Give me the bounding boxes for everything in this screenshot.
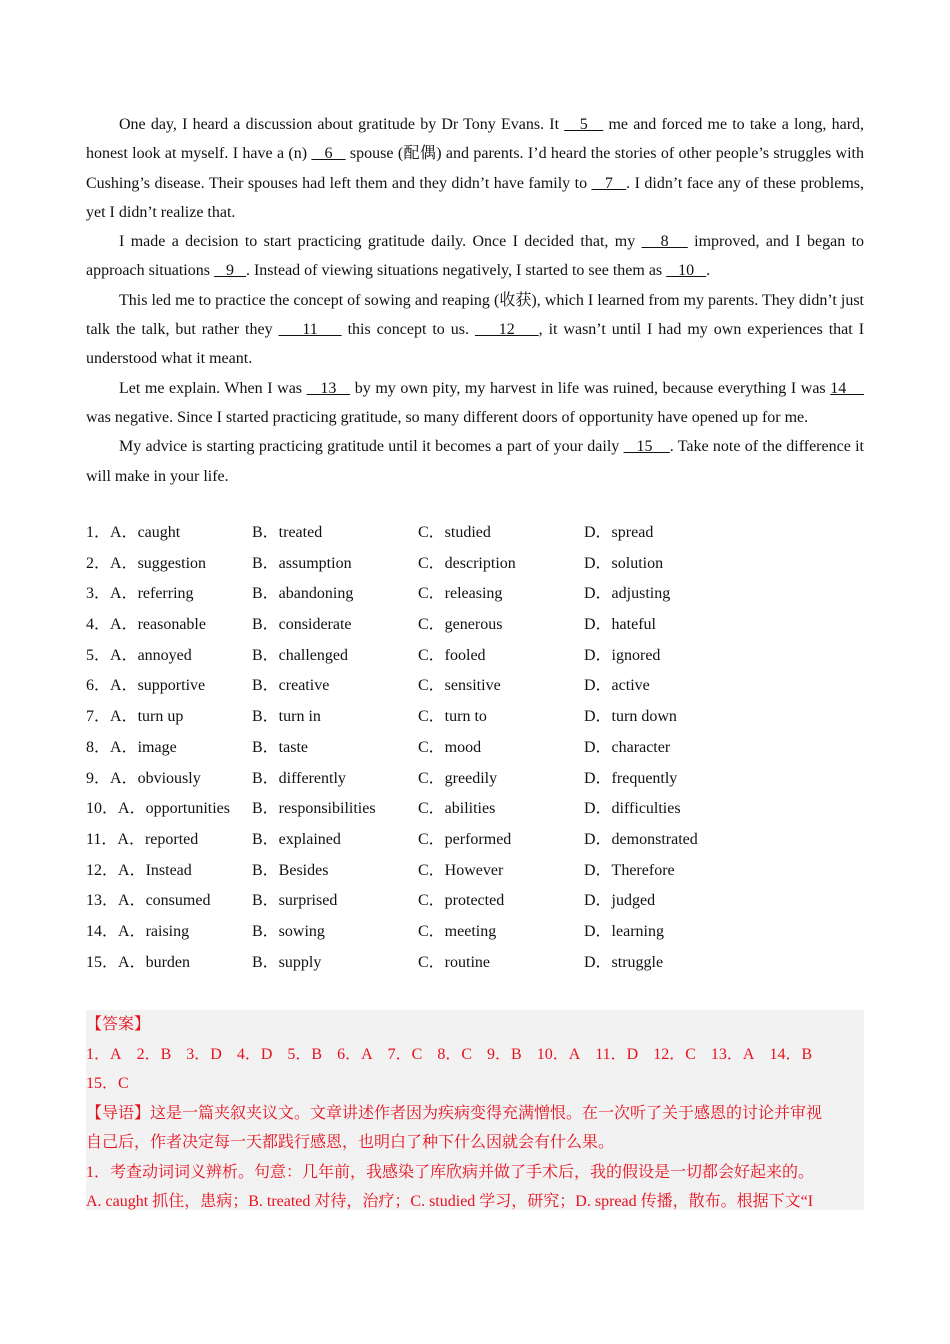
option-a [86, 886, 252, 917]
question-number: 15． [86, 953, 119, 971]
option-text: A．caught [110, 524, 181, 541]
option-d [584, 702, 750, 733]
intro-line-2: 自己后，作者决定每一天都践行感恩，也明白了种下什么因就会有什么果。 [86, 1134, 615, 1151]
option-c [418, 794, 584, 825]
blank: 7 [591, 174, 627, 192]
option-a [86, 733, 252, 764]
blank: 12 [474, 321, 539, 339]
option-text: B．assumption [252, 554, 352, 572]
option-text: B．abandoning [252, 585, 354, 603]
option-a [86, 641, 252, 672]
option-b [252, 794, 418, 825]
option-text: C．abilities [418, 800, 496, 818]
question-row [86, 610, 864, 641]
option-text: D．frequently [584, 769, 678, 787]
option-a [86, 549, 252, 580]
passage-text: . [706, 262, 711, 280]
answer-key: 8．C [437, 1045, 472, 1063]
option-b [252, 579, 418, 610]
blank: 6 [311, 145, 346, 163]
option-d [584, 825, 750, 856]
option-text: B．explained [252, 830, 341, 848]
question-number: 1． [86, 524, 111, 541]
blank: 9 [213, 262, 246, 280]
blank: 10 [666, 262, 707, 280]
option-d [584, 579, 750, 610]
option-a [86, 794, 252, 825]
option-a [86, 579, 252, 610]
passage-text: . Take note of the difference it will make in your life. [86, 438, 864, 485]
passage-paragraph [86, 432, 864, 491]
answer-key: 3．D [186, 1045, 222, 1063]
option-text: C．meeting [418, 922, 497, 940]
option-text: C．sensitive [418, 677, 501, 695]
passage-text: was negative. Since I started practicing gratitude, so many different doors of opportunity have opened up for me. [86, 408, 809, 426]
option-text: A．annoyed [110, 646, 192, 664]
option-d [584, 549, 750, 580]
option-d [584, 794, 750, 825]
option-text: D．solution [584, 554, 664, 572]
question-row [86, 917, 864, 948]
option-text: B．treated [252, 524, 323, 541]
option-c [418, 518, 584, 549]
option-text: C．turn to [418, 708, 487, 726]
passage-text: Let me explain. When I was [119, 379, 307, 397]
option-text: C．fooled [418, 646, 486, 664]
passage-text: I made a decision to start practicing gratitude daily. Once I decided that, my [119, 233, 642, 251]
answer-key: 9．B [487, 1045, 522, 1063]
option-b [252, 825, 418, 856]
option-c [418, 610, 584, 641]
option-c [418, 702, 584, 733]
option-text: B．supply [252, 953, 322, 971]
passage-paragraph [86, 227, 864, 286]
option-text: D．struggle [584, 953, 664, 971]
option-c [418, 671, 584, 702]
answer-key: 7．C [387, 1045, 423, 1063]
option-text: C．releasing [418, 585, 503, 603]
question-number: 2． [86, 554, 111, 572]
answer-key: 6．A [337, 1045, 373, 1063]
option-text: D．character [584, 738, 671, 756]
blank: 15 [623, 438, 670, 456]
answer-key: 5．B [287, 1045, 323, 1063]
question-number: 10． [86, 800, 119, 818]
option-a [86, 856, 252, 887]
question-row [86, 733, 864, 764]
option-text: D．hateful [584, 616, 656, 634]
cloze-passage [86, 110, 864, 491]
explanation-line-2: A. caught 抓住，患病；B. treated 对待，治疗；C. studied 学习，研究；D. spread 传播，散布。根据下文“I [86, 1193, 814, 1210]
option-text: D．learning [584, 922, 664, 940]
option-d [584, 610, 750, 641]
question-row [86, 825, 864, 856]
option-c [418, 948, 584, 979]
question-row [86, 549, 864, 580]
option-text: D．adjusting [584, 585, 671, 603]
option-text: A．reported [117, 830, 199, 848]
option-text: D．ignored [584, 646, 661, 664]
passage-text: . I didn’t face any of these problems, yet I didn’t realize that. [86, 174, 865, 221]
option-a [86, 671, 252, 702]
option-c [418, 733, 584, 764]
option-text: D．demonstrated [584, 830, 698, 848]
option-text: A．opportunities [118, 800, 231, 818]
option-c [418, 579, 584, 610]
option-b [252, 549, 418, 580]
passage-paragraph [86, 286, 864, 374]
answer-keys [86, 1040, 864, 1070]
option-text: A．image [110, 738, 177, 756]
blank: 11 [278, 321, 342, 339]
blank: 14 [830, 379, 864, 397]
option-d [584, 733, 750, 764]
passage-text: by my own pity, my harvest in life was ruined, because everything I was [350, 379, 831, 397]
passage-text: . Instead of viewing situations negatively, I started to see them as [245, 262, 667, 280]
option-d [584, 886, 750, 917]
option-d [584, 917, 750, 948]
option-a [86, 518, 252, 549]
question-number: 13． [86, 892, 119, 910]
option-c [418, 825, 584, 856]
option-text: D．difficulties [584, 800, 681, 818]
question-row [86, 579, 864, 610]
option-d [584, 671, 750, 702]
option-text: C．performed [418, 830, 512, 848]
option-c [418, 856, 584, 887]
passage-text: One day, I heard a discussion about gratitude by Dr Tony Evans. It [119, 116, 565, 133]
option-text: A．burden [118, 953, 191, 971]
option-text: A．Instead [118, 861, 192, 879]
option-text: D．Therefore [584, 861, 675, 879]
option-a [86, 917, 252, 948]
option-b [252, 641, 418, 672]
option-b [252, 518, 418, 549]
option-text: A．reasonable [110, 616, 206, 634]
answer-key: 10．A [536, 1045, 581, 1063]
answer-key: 1．A [86, 1045, 122, 1063]
question-row [86, 886, 864, 917]
question-number: 3． [86, 585, 111, 603]
passage-text: this concept to us. [341, 321, 475, 339]
option-b [252, 702, 418, 733]
option-d [584, 518, 750, 549]
option-d [584, 856, 750, 887]
option-text: C．description [418, 554, 516, 572]
option-text: B．surprised [252, 892, 338, 910]
answer-key: 13．A [710, 1045, 755, 1063]
blank: 5 [564, 116, 604, 133]
option-d [584, 764, 750, 795]
option-text: D．judged [584, 892, 656, 910]
answer-keys-line2: 15．C [86, 1075, 129, 1092]
blank: 8 [641, 233, 688, 251]
option-text: B．sowing [252, 922, 325, 940]
option-text: A．turn up [110, 708, 184, 726]
option-text: A．suggestion [110, 554, 207, 572]
option-text: C．generous [418, 616, 503, 634]
option-text: B．considerate [252, 616, 352, 634]
passage-text: , it wasn’t until I had my own experiences that I understood what it meant. [86, 321, 865, 368]
passage-text: improved, and I began to approach situations [86, 233, 865, 280]
question-row [86, 671, 864, 702]
option-a [86, 764, 252, 795]
answer-key: 12．C [653, 1045, 696, 1063]
option-text: A．supportive [110, 677, 206, 695]
answer-key: 4．D [236, 1045, 273, 1063]
option-b [252, 610, 418, 641]
question-number: 11． [86, 830, 118, 848]
option-text: B．turn in [252, 708, 321, 726]
option-text: C．greedily [418, 769, 498, 787]
option-b [252, 856, 418, 887]
option-text: C．protected [418, 892, 505, 910]
answer-key: 11．D [595, 1045, 639, 1063]
option-a [86, 702, 252, 733]
blank: 13 [306, 379, 351, 397]
passage-paragraph [86, 110, 864, 227]
explanation-line-1: 1．考查动词词义辨析。句意：几年前，我感染了库欣病并做了手术后，我的假设是一切都会好起来的。 [86, 1163, 815, 1181]
options-list [86, 518, 864, 978]
question-number: 14． [86, 922, 119, 940]
question-row [86, 948, 864, 979]
option-c [418, 917, 584, 948]
option-text: A．obviously [110, 769, 201, 787]
option-text: B．responsibilities [252, 800, 376, 818]
question-number: 12． [86, 861, 119, 879]
option-text: D．spread [584, 524, 654, 541]
question-row [86, 856, 864, 887]
passage-paragraph [86, 374, 864, 433]
question-row [86, 702, 864, 733]
option-text: D．active [584, 677, 650, 695]
passage-text: This led me to practice the concept of sowing and reaping (收获), which I learned from my parents. They didn’t just talk the talk, but rather they [86, 291, 864, 339]
option-text: A．referring [110, 585, 194, 603]
option-b [252, 948, 418, 979]
question-row [86, 764, 864, 795]
option-b [252, 764, 418, 795]
option-b [252, 886, 418, 917]
option-b [252, 917, 418, 948]
question-number: 5． [86, 646, 111, 664]
option-a [86, 610, 252, 641]
question-number: 4． [86, 616, 111, 634]
question-number: 8． [86, 738, 111, 756]
option-text: C．routine [418, 953, 490, 971]
question-number: 6． [86, 677, 111, 695]
option-c [418, 549, 584, 580]
answer-heading: 【答案】 [86, 1016, 151, 1033]
option-d [584, 948, 750, 979]
option-a [86, 825, 252, 856]
question-row [86, 641, 864, 672]
option-text: C．However [418, 861, 504, 879]
answer-section [86, 1010, 864, 1210]
option-text: B．taste [252, 738, 308, 756]
option-text: C．studied [418, 524, 491, 541]
option-text: C．mood [418, 738, 482, 756]
option-c [418, 886, 584, 917]
answer-key: 14．B [769, 1045, 813, 1063]
option-text: A．consumed [118, 892, 211, 910]
option-c [418, 641, 584, 672]
option-text: B．Besides [252, 861, 329, 879]
intro-line-1: 【导语】这是一篇夹叙夹议文。文章讲述作者因为疾病变得充满憎恨。在一次听了关于感恩的讨论并审视 [86, 1104, 823, 1122]
option-text: B．challenged [252, 646, 348, 664]
passage-text: me and forced me to take a long, hard, honest look at myself. I have a (n) [86, 116, 865, 163]
option-text: B．differently [252, 769, 346, 787]
option-text: B．creative [252, 677, 330, 695]
option-d [584, 641, 750, 672]
answer-key: 2．B [136, 1045, 172, 1063]
question-row [86, 794, 864, 825]
question-number: 7． [86, 708, 111, 726]
passage-text: spouse (配偶) and parents. I’d heard the stories of other people’s struggles with Cushing’s disease. Their spouses had left them and they didn’t have family to [86, 145, 864, 192]
option-b [252, 733, 418, 764]
passage-text: My advice is starting practicing gratitude until it becomes a part of your daily [119, 438, 624, 456]
option-text: D．turn down [584, 708, 677, 726]
option-a [86, 948, 252, 979]
option-text: A．raising [118, 922, 190, 940]
option-b [252, 671, 418, 702]
option-c [418, 764, 584, 795]
question-number: 9． [86, 769, 111, 787]
question-row [86, 518, 864, 549]
